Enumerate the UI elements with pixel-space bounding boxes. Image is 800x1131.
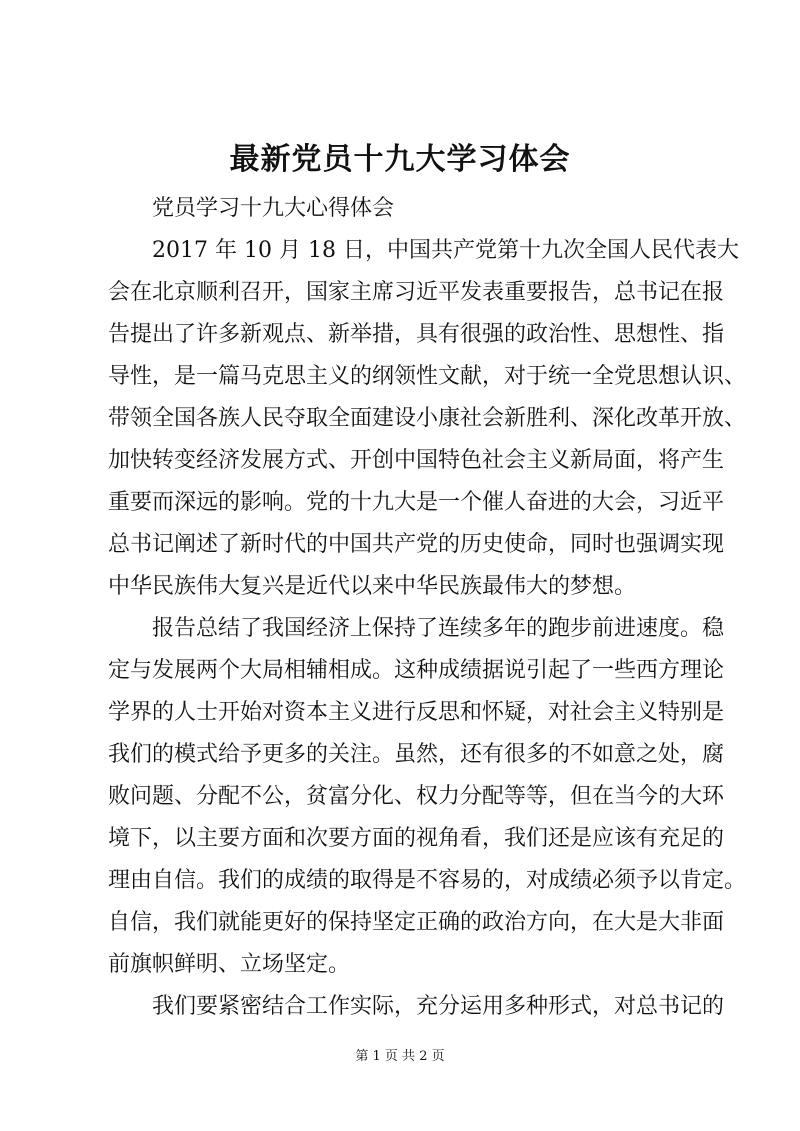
paragraph-2-line-3: 学界的人士开始对资本主义进行反思和怀疑，对社会主义特别是	[108, 700, 725, 725]
paragraph-1-line-4: 导性，是一篇马克思主义的纲领性文献，对于统一全党思想认识、	[108, 364, 747, 389]
paragraph-3-line-1: 我们要紧密结合工作实际，充分运用多种形式，对总书记的	[152, 994, 725, 1019]
paragraph-2-line-9: 前旗帜鲜明、立场坚定。	[108, 952, 351, 977]
page-footer: 第 1 页 共 2 页	[355, 1049, 445, 1064]
paragraph-2-line-8: 自信，我们就能更好的保持坚定正确的政治方向，在大是大非面	[108, 910, 725, 935]
subtitle-line: 党员学习十九大心得体会	[152, 196, 395, 221]
paragraph-2-line-7: 理由自信。我们的成绩的取得是不容易的，对成绩必须予以肯定。	[108, 868, 747, 893]
paragraph-2-line-1: 报告总结了我国经济上保持了连续多年的跑步前进速度。稳	[152, 616, 725, 641]
paragraph-2-line-5: 败问题、分配不公，贫富分化、权力分配等等，但在当今的大环	[108, 784, 725, 809]
document-body	[108, 188, 747, 1028]
paragraph-1-line-1: 2017 年 10 月 18 日，中国共产党第十九次全国人民代表大	[152, 238, 739, 263]
paragraph-2-line-4: 我们的模式给予更多的关注。虽然，还有很多的不如意之处，腐	[108, 742, 725, 767]
paragraph-1-line-7: 重要而深远的影响。党的十九大是一个催人奋进的大会，习近平	[108, 490, 725, 515]
paragraph-1-line-3: 告提出了许多新观点、新举措，具有很强的政治性、思想性、指	[108, 322, 725, 347]
paragraph-1-line-5: 带领全国各族人民夺取全面建设小康社会新胜利、深化改革开放、	[108, 406, 747, 431]
paragraph-2-line-2: 定与发展两个大局相辅相成。这种成绩据说引起了一些西方理论	[108, 658, 725, 683]
paragraph-2-line-6: 境下，以主要方面和次要方面的视角看，我们还是应该有充足的	[108, 826, 725, 851]
paragraph-1-line-2: 会在北京顺利召开，国家主席习近平发表重要报告，总书记在报	[108, 280, 725, 305]
paragraph-1-line-9: 中华民族伟大复兴是近代以来中华民族最伟大的梦想。	[108, 574, 637, 599]
document-title: 最新党员十九大学习体会	[229, 142, 571, 177]
paragraph-1-line-6: 加快转变经济发展方式、开创中国特色社会主义新局面，将产生	[108, 448, 725, 473]
paragraph-1-line-8: 总书记阐述了新时代的中国共产党的历史使命，同时也强调实现	[108, 532, 725, 557]
